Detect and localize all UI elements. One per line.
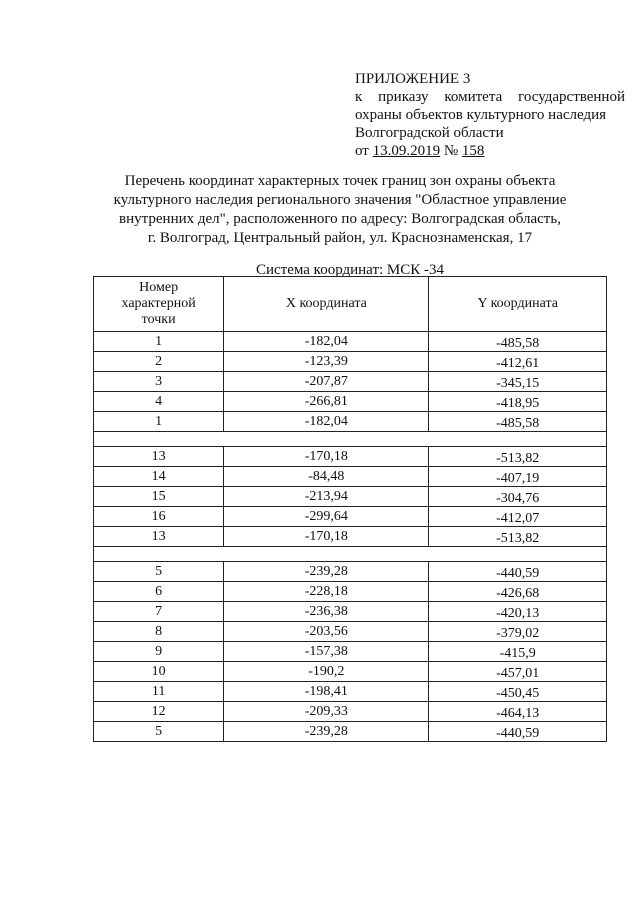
x-coordinate-cell: -207,87 <box>224 372 429 392</box>
document-heading <box>80 172 600 248</box>
x-coordinate-cell: -84,48 <box>224 467 429 487</box>
point-number-cell: 12 <box>94 702 224 722</box>
point-number-cell: 15 <box>94 487 224 507</box>
table-row <box>94 602 607 622</box>
x-coordinate-cell: -182,04 <box>224 332 429 352</box>
x-coordinate-cell: -299,64 <box>224 507 429 527</box>
y-coordinate-cell: -513,82 <box>429 447 607 467</box>
x-coordinate-cell: -239,28 <box>224 722 429 742</box>
x-coordinate-cell: -190,2 <box>224 662 429 682</box>
table-row <box>94 702 607 722</box>
table-body <box>94 332 607 742</box>
heading-line-2: культурного наследия регионального значения "Областное управление <box>113 192 567 208</box>
y-coordinate-cell: -379,02 <box>429 622 607 642</box>
x-coordinate-cell: -236,38 <box>224 602 429 622</box>
x-coordinate-cell: -213,94 <box>224 487 429 507</box>
y-coordinate-cell: -412,61 <box>429 352 607 372</box>
appendix-order-line: к приказу комитета государственной <box>355 89 625 105</box>
table-row <box>94 682 607 702</box>
table-row <box>94 527 607 547</box>
y-coordinate-cell: -407,19 <box>429 467 607 487</box>
table-row <box>94 507 607 527</box>
y-coordinate-cell: -450,45 <box>429 682 607 702</box>
point-number-cell: 10 <box>94 662 224 682</box>
point-number-cell: 6 <box>94 582 224 602</box>
group-separator-row <box>94 432 607 447</box>
header-num-line-3: точки <box>141 312 176 327</box>
appendix-region-line: Волгоградской области <box>355 125 504 141</box>
point-number-cell: 13 <box>94 447 224 467</box>
order-date: 13.09.2019 <box>372 143 441 159</box>
table-row <box>94 562 607 582</box>
appendix-committee-line: охраны объектов культурного наследия <box>355 107 607 123</box>
y-coordinate-cell: -426,68 <box>429 582 607 602</box>
x-coordinate-cell: -266,81 <box>224 392 429 412</box>
table-row <box>94 467 607 487</box>
x-coordinate-cell: -123,39 <box>224 352 429 372</box>
x-coordinate-cell: -203,56 <box>224 622 429 642</box>
header-num-line-2: характерной <box>121 296 196 311</box>
appendix-header <box>355 70 625 160</box>
appendix-title: ПРИЛОЖЕНИЕ 3 <box>355 71 471 87</box>
point-number-cell: 4 <box>94 392 224 412</box>
point-number-cell: 7 <box>94 602 224 622</box>
table-row <box>94 582 607 602</box>
point-number-cell: 9 <box>94 642 224 662</box>
table-row <box>94 332 607 352</box>
y-coordinate-cell: -513,82 <box>429 527 607 547</box>
header-y: Y координата <box>429 277 607 332</box>
group-separator-row <box>94 547 607 562</box>
y-coordinate-cell: -464,13 <box>429 702 607 722</box>
y-coordinate-cell: -345,15 <box>429 372 607 392</box>
y-coordinate-cell: -457,01 <box>429 662 607 682</box>
point-number-cell: 14 <box>94 467 224 487</box>
x-coordinate-cell: -170,18 <box>224 447 429 467</box>
y-coordinate-cell: -418,95 <box>429 392 607 412</box>
x-coordinate-cell: -198,41 <box>224 682 429 702</box>
x-coordinate-cell: -170,18 <box>224 527 429 547</box>
table-row <box>94 487 607 507</box>
table-header-row <box>94 277 607 332</box>
heading-line-1: Перечень координат характерных точек границ зон охраны объекта <box>124 173 556 189</box>
x-coordinate-cell: -228,18 <box>224 582 429 602</box>
y-coordinate-cell: -415,9 <box>429 642 607 662</box>
coordinates-table <box>93 276 607 742</box>
number-sign: № <box>443 143 459 159</box>
header-x: X координата <box>224 277 429 332</box>
table-row <box>94 447 607 467</box>
point-number-cell: 5 <box>94 722 224 742</box>
header-num-line-1: Номер <box>139 280 179 295</box>
table-row <box>94 392 607 412</box>
y-coordinate-cell: -304,76 <box>429 487 607 507</box>
point-number-cell: 8 <box>94 622 224 642</box>
x-coordinate-cell: -239,28 <box>224 562 429 582</box>
separator-cell <box>94 432 607 447</box>
y-coordinate-cell: -485,58 <box>429 412 607 432</box>
point-number-cell: 13 <box>94 527 224 547</box>
point-number-cell: 16 <box>94 507 224 527</box>
coordinate-system-label: Система координат: МСК -34 <box>255 262 445 278</box>
y-coordinate-cell: -420,13 <box>429 602 607 622</box>
date-prefix: от <box>355 143 369 159</box>
point-number-cell: 3 <box>94 372 224 392</box>
x-coordinate-cell: -209,33 <box>224 702 429 722</box>
table-row <box>94 412 607 432</box>
x-coordinate-cell: -157,38 <box>224 642 429 662</box>
point-number-cell: 1 <box>94 332 224 352</box>
table-row <box>94 352 607 372</box>
y-coordinate-cell: -440,59 <box>429 562 607 582</box>
separator-cell <box>94 547 607 562</box>
point-number-cell: 5 <box>94 562 224 582</box>
header-point-number <box>94 277 224 332</box>
point-number-cell: 2 <box>94 352 224 372</box>
appendix-date-line <box>355 142 625 160</box>
table-row <box>94 642 607 662</box>
y-coordinate-cell: -485,58 <box>429 332 607 352</box>
point-number-cell: 11 <box>94 682 224 702</box>
x-coordinate-cell: -182,04 <box>224 412 429 432</box>
heading-line-3: внутренних дел", расположенного по адресу: Волгоградская область, <box>119 211 561 227</box>
table-row <box>94 722 607 742</box>
table-row <box>94 622 607 642</box>
table-row <box>94 372 607 392</box>
point-number-cell: 1 <box>94 412 224 432</box>
heading-line-4: г. Волгоград, Центральный район, ул. Краснознаменская, 17 <box>147 230 533 246</box>
y-coordinate-cell: -440,59 <box>429 722 607 742</box>
table-row <box>94 662 607 682</box>
order-number: 158 <box>461 143 485 159</box>
y-coordinate-cell: -412,07 <box>429 507 607 527</box>
